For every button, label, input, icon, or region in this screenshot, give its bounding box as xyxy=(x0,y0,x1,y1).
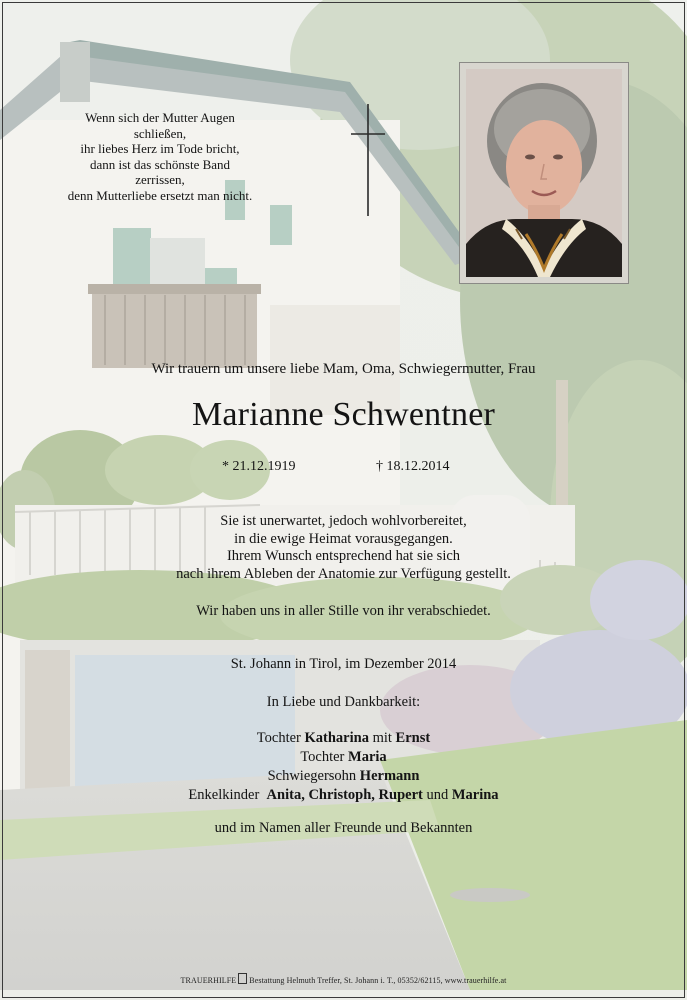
poem-line: Wenn sich der Mutter Augen xyxy=(85,110,235,125)
gratitude-text: In Liebe und Dankbarkeit: xyxy=(266,694,421,710)
place-date: St. Johann in Tirol, im Dezember 2014 xyxy=(230,656,457,672)
relation-label: Tochter xyxy=(256,730,301,746)
mourner-name: Anita, Christoph, Rupert xyxy=(266,787,423,803)
footer-text: Bestattung Helmuth Treffer, St. Johann i. T., 05352/62115, www.trauerhilfe.at xyxy=(249,976,507,985)
poem-line: dann ist das schönste Band xyxy=(89,156,231,172)
mourner-row xyxy=(0,748,687,767)
relation-label: Tochter xyxy=(300,749,345,765)
intro-text: Wir trauern um unsere liebe Mam, Oma, Schwiegermutter, Frau xyxy=(151,361,536,377)
poem-line: zerrissen, xyxy=(135,172,185,188)
footer-credit xyxy=(0,973,687,985)
mourner-row xyxy=(0,786,687,805)
death-date: † 18.12.2014 xyxy=(376,459,450,474)
poem xyxy=(40,110,280,204)
message-line: Sie ist unerwartet, jedoch wohlvorbereitet, xyxy=(220,513,467,529)
friends-text: und im Namen aller Freunde und Bekannten xyxy=(214,820,473,836)
farewell-text: Wir haben uns in aller Stille von ihr verabschiedet. xyxy=(196,603,491,619)
portrait-frame xyxy=(459,62,629,284)
mourners-list xyxy=(0,729,687,805)
mourner-name: Ernst xyxy=(395,730,431,746)
mourner-name: Hermann xyxy=(359,768,420,784)
message-line: Ihrem Wunsch entsprechend hat sie sich xyxy=(226,548,461,565)
cross-icon xyxy=(351,104,385,216)
message-line: in die ewige Heimat vorausgegangen. xyxy=(234,530,453,547)
poem-line: schließen, xyxy=(133,125,187,141)
mourner-name: Maria xyxy=(348,749,387,765)
poem-line: denn Mutterliebe ersetzt man nicht. xyxy=(67,187,253,203)
announcement-message xyxy=(0,513,687,583)
mourner-row xyxy=(0,729,687,748)
deceased-name: Marianne Schwentner xyxy=(191,396,496,433)
connector-text: mit xyxy=(372,730,392,746)
relation-label: Enkelkinder xyxy=(188,787,260,803)
message-line: nach ihrem Ableben der Anatomie zur Verfügung gestellt. xyxy=(176,565,511,582)
connector-text: und xyxy=(426,787,449,803)
mourner-name: Marina xyxy=(451,787,499,803)
poem-line: ihr liebes Herz im Tode bricht, xyxy=(80,141,240,157)
relation-label: Schwiegersohn xyxy=(267,768,357,784)
mourner-name: Katharina xyxy=(304,730,369,746)
birth-date: * 21.12.1919 xyxy=(222,459,296,474)
trauerhilfe-logo-icon xyxy=(238,973,247,984)
mourner-row xyxy=(0,767,687,786)
portrait-photo xyxy=(466,69,622,277)
footer-brand: TRAUERHILFE xyxy=(180,976,237,985)
